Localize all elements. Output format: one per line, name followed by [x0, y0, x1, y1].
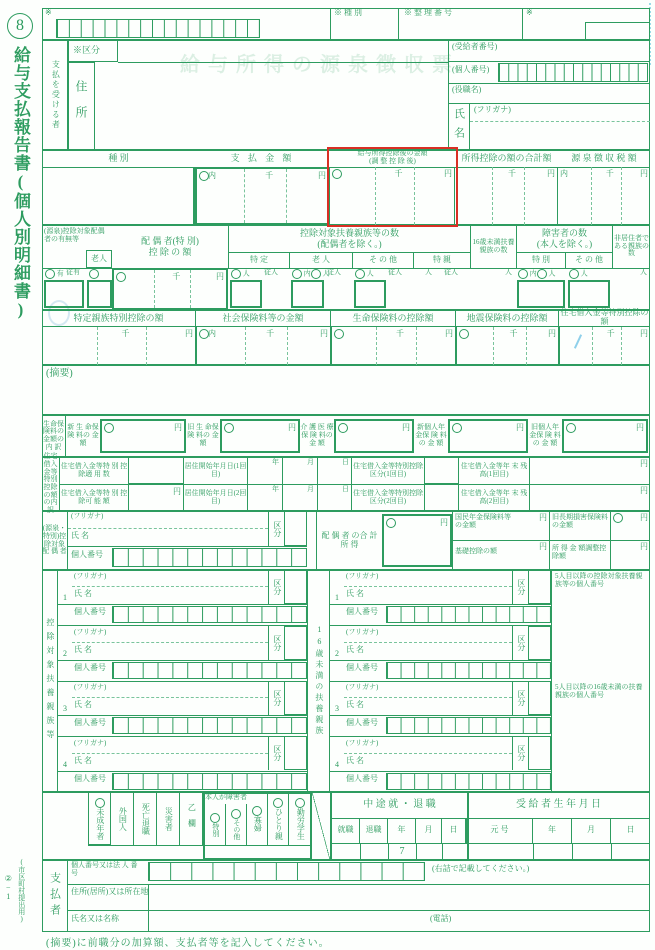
recipient-line1: [448, 61, 650, 62]
housing-r1b: 居住開始年月日(1回目): [184, 461, 247, 478]
housing-r1-nen: 年: [272, 458, 279, 466]
dependents-count-header: [228, 225, 470, 252]
recipient-kojin-boxes: [498, 63, 648, 82]
birth-gengo: 元 号: [467, 818, 533, 843]
address-area: [95, 62, 448, 150]
chosei-label: 所 得 金 額調整控除額: [552, 544, 607, 560]
hikyoju-nin-label: 人: [640, 268, 647, 276]
form-number: 8: [16, 17, 24, 34]
tekiyo-label: (摘要): [46, 368, 73, 379]
money-h3-line1: 給与所得控除後の金額: [357, 148, 428, 157]
jukyusha-label: (受給者番号): [452, 42, 498, 51]
row3-v4: 千 円: [455, 326, 558, 365]
yen-label: 円: [640, 169, 648, 178]
yen-label: 円: [547, 169, 555, 178]
juyu-label: 従有: [66, 268, 80, 276]
row3-v1: 千 円: [42, 326, 195, 365]
tekiyo-block: [42, 365, 650, 415]
r2-nen-line: [247, 484, 248, 511]
payer-bango-label: 個人番号又は法 人 番 号: [71, 861, 138, 877]
rojin-box: [87, 280, 112, 308]
shimei-label: 氏名: [448, 103, 470, 150]
birth-title: 受 給 者 生 年 月 日: [516, 799, 601, 811]
footer-note: (摘要)に前職分の加算額、支払者等を記入してください。: [46, 938, 330, 949]
kojin-label: (個人番号): [452, 65, 490, 74]
shogai-son-label: 人: [569, 269, 588, 279]
uchi-label: 内: [208, 171, 216, 180]
top-seiri-label: ※ 整 理 番 号: [404, 8, 452, 17]
spouse-deduction-value: 千 円: [112, 268, 228, 310]
shogai-tok-label: 内 人: [518, 269, 556, 279]
top-code-boxes: [56, 19, 260, 38]
page-code: ②−1: [3, 874, 13, 901]
top-divider2: [398, 8, 399, 40]
spouse-gokei-box: 円: [382, 514, 452, 567]
housing-r2a-box: 円: [128, 484, 184, 511]
housing-r2c-box: [424, 484, 459, 511]
money-v1: [42, 167, 195, 225]
rojin-mark: [89, 269, 99, 279]
field-mark-icon: [334, 329, 344, 339]
highlight-red-box: [327, 147, 458, 227]
mid-career-title: 中 途 就 ・ 退 職: [363, 799, 436, 811]
spouse-furigana-line: [68, 528, 268, 529]
housing-r2-tsuki: 月: [307, 485, 314, 493]
field-mark-icon: [566, 423, 576, 433]
kiso-value: 円: [539, 542, 547, 551]
flag-disabled-other: その他: [226, 804, 247, 845]
money-h5: 源 泉 徴 収 税 額: [571, 153, 637, 164]
money-h1: 種 別: [108, 153, 129, 164]
mid-hi: 日: [442, 818, 467, 843]
housing-r1c: 住宅借入金等特別控除区分(1回目): [351, 457, 424, 484]
shogai-line2: (本人を除く。): [536, 238, 593, 249]
kyuchoki-label: 旧長期損害保険料の金額: [552, 513, 608, 529]
money-h4: 所得控除の額の合計額: [461, 153, 552, 164]
flag-minor: 未成年者: [88, 792, 111, 845]
top-shubetsu-label: ※ 種 別: [334, 8, 362, 17]
row3-h2: 社会保険料等の金額: [195, 310, 330, 326]
field-mark-icon: [613, 513, 623, 523]
birth-tsuki: 月: [572, 818, 611, 843]
housing-side-label: 住宅借入金等特別控除の額の内訳: [42, 457, 60, 511]
diagonal-cell: [312, 792, 332, 860]
housing-r1c-box: [424, 457, 459, 484]
r2-hi-line: [317, 484, 318, 511]
dep-kojin-boxes: [112, 606, 307, 623]
top-asterisk-right: ※: [526, 8, 533, 17]
note-over5-dependents: 5人目以降の控除対象扶養親族等の個人番号: [555, 572, 643, 588]
mid-taishoku: 退職: [360, 818, 388, 843]
col-tokutei: 特 定: [228, 252, 290, 268]
spouse-furigana-label: (フリガナ): [71, 512, 104, 520]
row3-v2: 内 千 円: [195, 326, 330, 365]
dependents-right-side-label: 16歳未満の扶養親族: [307, 570, 330, 792]
rojin-nin-label: 内 人: [292, 269, 330, 279]
field-mark-icon: [45, 269, 55, 279]
hikyoju-header: 非居住者である親族の数: [612, 225, 650, 268]
top-divider3: [522, 8, 523, 40]
dep-row-num: 3: [63, 703, 67, 713]
r2-tsuki-line: [282, 484, 283, 511]
spouse-ded-line1: 配 偶 者(特 別): [141, 236, 199, 247]
row3-h1: 特定親族特別控除の額: [73, 312, 164, 323]
field-mark-icon: [459, 329, 469, 339]
spouse-shimei-label: 氏 名: [71, 531, 89, 540]
r1-nen-line: [247, 457, 248, 484]
flag-foreigner: 外国人: [111, 792, 134, 845]
migizume-note: (右詰で記載してください。): [432, 864, 530, 873]
dep-furigana-label: (フリガナ): [74, 572, 107, 580]
spouse-ded-line2: 控 除 の 額: [148, 246, 192, 257]
form-title: 給与支払報告書(個人別明細書): [11, 46, 30, 320]
money-v5-gensen: [558, 167, 650, 225]
tokushin-nin-label: 人: [425, 268, 432, 276]
salary-payment-report-form: 8 給与支払報告書(個人別明細書) (市区町村提出用) ②−1 給与所得の源泉徴収票 ※ ※ 種 別 ※ 整 理 番 号 ※ 支払を受ける者 ※区分 住所 (受給者番号) (個人番号) (役職名) 氏名 (フリガナ) 種 別 支 払 金 額 給与所得控除後の金額 (調 整 控 除 後) 所得控除の額の合計額 源 泉 徴 収 税 額 内 千 円 千 円 千 円 内 千 円 (源泉)控除対象配偶者の有無等 老人 配 偶 者(特 別) 控 除 の 額 控除対象扶養親族等の数 (配偶者を除く。) 特 定 老 人 そ の 他 特 親 16歳未満扶養親族の数 障害者の数 (本人を除く。) 特 別 そ の 他 非居住者である親族の数 有 従有 千 円 人 従人 内 人 従人 人 従人 人 従人 人 内 人 人 人 特定親族特別控除の額 社会保険料等の金額 生命保険料の控除額 地震保険料の控除額 住宅借入金等特別控除の額 千 円 内 千 円 千 円 千 円 千 円 (摘要) 生命保険料の金額の内 訳 新 生 命保 険 料の 金 額 円 旧 生 命保 険 料の 金 額 円 介 護 医 療保 険 料の 金 額 円 新個人年金保 険 料の 金 額 円 旧個人年金保 険 料の 金 額 円 住宅借入金等特別控除の額の内訳 住宅借入金等特 別 控 除適 用 数 居住開始年月日(1回目) 年 月 日 住宅借入金等特別控除区分(1回目) 住宅借入金等年 末 残 高(1回目) 円 住宅借入金等特 別 控 除可 能 額 円 居住開始年月日(2回目) 年 月 日 住宅借入金等特別控除区分(2回目) 住宅借入金等年 末 残 高(2回目) 円 (源泉・特別)控除対象配 偶 者 (フリガナ) 氏 名 個人番号 区分 配 偶 者 の合 計 所 得 円 国民年金保険料等の金額 円 基礎控除の額 円 旧長期損害保険料の金額 円 所 得 金 額調整控除額 円 控除対象扶養親族等 16歳未満の扶養親族 5人目以降の控除対象扶養親族等の個人番号 5人目以降の16歳未満の扶養親族の個人番号 1 (フリガナ) 氏 名 個人番号 区分 1 (フリガナ) 氏 名 個人番号 区分 2 (フリガナ) 氏 名 個人番号 区分 2 (フリガナ) 氏 名 個人番号 区分 3 (フリガナ) 氏 名 個人番号 区分 3 (フリガナ) 氏 名 個人番号 区分 4 (フリガナ) 氏 名 個人番号 区分 4 (フリガナ) 氏 名 個人番号 区分 未成年者 外国人 死亡退職 災害者 乙欄 本人が障害者 特別 その他 寡婦 ひとり親 勤労学生 中 途 就 ・ 退 職 就職 退職 年 月 日 7 受 給 者 生 年 月 日 元 号 年 月 日 支払者 個人番号又は法 人 番 号 (右詰で記載してください。) 住所(居所)又は所在地 氏名又は名称 (電話) (摘要)に前職分の加算額、支払者等を記入してください。: [0, 0, 655, 950]
money-v2-shiharai: [195, 167, 330, 225]
dep-count-line2: (配偶者を除く。): [317, 238, 382, 249]
flag-working-student: 勤労学生: [289, 792, 311, 845]
recipient-line3: [448, 103, 650, 104]
housing-r1d-box: 円: [529, 457, 650, 484]
dep-kubun-box: [284, 570, 307, 604]
dep-shimei-label: 氏 名: [74, 589, 92, 598]
field-mark-icon: [116, 272, 126, 282]
housing-r1a-box: [128, 457, 184, 484]
yen-label: 円: [318, 171, 326, 180]
payer-jusho-label: 住所(居所)又は所在地: [71, 887, 149, 896]
rojin-subcell: 老人: [86, 250, 112, 268]
flag-widow: 寡婦: [247, 792, 268, 845]
field-mark-icon: [338, 423, 348, 433]
spouse-gokei-label: 配 偶 者 の合 計 所 得: [316, 511, 382, 570]
field-mark-icon: [386, 518, 396, 528]
r1-hi-line: [317, 457, 318, 484]
field-mark-icon: [224, 423, 234, 433]
shogai-son-box: [568, 280, 610, 308]
col-sonota: そ の 他: [352, 252, 414, 268]
shogai-header: [516, 225, 612, 252]
tokutei-junin-label: 従人: [264, 268, 278, 276]
birth-hi: 日: [626, 825, 635, 835]
flag-single-parent: ひとり親: [268, 792, 289, 845]
flag-disabled-header: 本人が障害者: [205, 793, 247, 802]
recipient-line2: [448, 83, 650, 84]
yu-label: 有: [45, 269, 64, 279]
kokumin-value: 円: [539, 513, 547, 522]
flag-death-retire: 死亡退職: [134, 792, 157, 845]
sonota-junin-label: 従人: [388, 268, 402, 276]
top-asterisk-left: ※: [45, 8, 52, 17]
spouse-side-label: (源泉・特別)控除対象配 偶 者: [42, 511, 68, 570]
spouse-yuumu-label: (源泉)控除対象配偶者の有無等: [44, 227, 105, 243]
housing-r2d: 住宅借入金等年 末 残 高(2回目): [460, 488, 528, 505]
dependents-left-side-label: 控除対象扶養親族等: [42, 570, 58, 792]
col-shogai-tokubetsu: 特 別: [516, 252, 566, 268]
housing-r2-nen: 年: [272, 485, 279, 493]
housing-r1a: 住宅借入金等特 別 控 除適 用 数: [60, 461, 128, 478]
sen-label: 千: [394, 169, 403, 178]
ins-label-4: 新個人年金保 険 料の 金 額: [415, 423, 447, 447]
money-h2: 支 払 金 額: [230, 153, 295, 164]
col-shogai-sonota: そ の 他: [566, 252, 612, 268]
ins-box-5: 円: [562, 419, 648, 453]
spouse-shimei-line: [68, 546, 307, 547]
r1-tsuki-line: [282, 457, 283, 484]
payer-bango-boxes: [148, 862, 425, 881]
sonota-nin-box: [354, 280, 386, 308]
spouse-kubun-box: [284, 511, 307, 546]
uchi-label: 内: [560, 169, 568, 178]
birth-nen: 年: [533, 818, 572, 843]
flag-disabled-special: 特別: [205, 804, 226, 845]
shimei-furigana-line: [470, 121, 650, 122]
chosei-value: 円: [610, 540, 650, 570]
ins-label-5: 旧個人年金保 険 料の 金 額: [529, 423, 561, 447]
note-panel: [551, 570, 650, 792]
mid-shushoku: 就職: [332, 818, 360, 843]
ins-box-3: 円: [334, 419, 414, 453]
ins-label-1: 新 生 命保 険 料の 金 額: [67, 423, 99, 447]
row3-v3: 千 円: [330, 326, 455, 365]
recipient-side-label: 支払を受ける者: [42, 40, 68, 150]
dep-row-num: 4: [63, 759, 67, 769]
yu-box: [44, 280, 84, 308]
mid-tsuki: 月: [416, 818, 442, 843]
shimei-furigana-label: (フリガナ): [474, 105, 511, 114]
yakushoku-label: (役職名): [452, 85, 482, 94]
sen-label: 千: [508, 169, 517, 178]
yen-label: 円: [444, 169, 452, 178]
sen-label: 千: [265, 171, 274, 180]
field-mark-icon: [452, 423, 462, 433]
kubun-label: ※区分: [73, 45, 101, 55]
ins-box-2: 円: [220, 419, 300, 453]
kyuchoki-value: 円: [610, 511, 650, 540]
housing-r1-tsuki: 月: [307, 458, 314, 466]
housing-r2c: 住宅借入金等特別控除区分(2回目): [351, 484, 424, 511]
ins-label-2: 旧 生 命保 険 料の 金 額: [187, 423, 219, 447]
housing-r2-hi: 日: [342, 485, 349, 493]
housing-r1-hi: 日: [342, 458, 349, 466]
flag-disaster: 災害者: [157, 792, 180, 845]
field-mark-icon: [89, 269, 99, 279]
dep-kubun-label: 区分: [268, 570, 284, 604]
col-rojin: 老 人: [290, 252, 352, 268]
shogai-line1: 障害者の数: [541, 228, 587, 239]
sen-label: 千: [605, 169, 614, 178]
kokumin-label: 国民年金保険料等の金額: [455, 513, 511, 529]
housing-r1d: 住宅借入金等年 末 残 高(1回目): [460, 461, 528, 478]
u16-row-num: 1: [335, 592, 339, 602]
tokushin-junin-label: 従人: [444, 268, 458, 276]
shogai-tok-box: [517, 280, 565, 308]
mid-career-year-value: 7: [399, 846, 405, 857]
rojin-junin-label: 従人: [327, 268, 341, 276]
payer-side-label: 支払者: [42, 860, 68, 932]
address-label: 住所: [68, 62, 95, 150]
dep-row-num: 1: [63, 592, 67, 602]
top-right-subline: [585, 22, 650, 40]
watermark: 給与所得の源泉徴収票: [180, 54, 460, 76]
money-v4-gokei: [455, 167, 558, 225]
insurance-side-label: 生命保険料の金額の内 訳: [42, 415, 66, 457]
dep-count-line1: 控除対象扶養親族等の数: [299, 228, 399, 239]
dep-row-num: 2: [63, 648, 67, 658]
housing-r2a: 住宅借入金等特 別 控 除可 能 額: [60, 488, 128, 505]
tokutei-nin-box: [230, 280, 262, 308]
submit-note: (市区町村提出用): [17, 858, 26, 923]
spouse-deduction-header: [112, 225, 228, 268]
money-h3-line2: (調 整 控 除 後): [369, 156, 416, 165]
row3-h5: 住宅借入金等特別控除の額: [558, 310, 650, 326]
row3-h4: 地震保険料の控除額: [455, 310, 558, 326]
u16-header: 16歳未満扶養親族の数: [470, 225, 516, 268]
note-over5-under16: 5人目以降の16歳未満の扶養親族の個人番号: [555, 683, 643, 699]
spouse-kojin-label: 個人番号: [71, 550, 103, 559]
ins-label-3: 介 護 医 療保 険 料の 金 額: [300, 423, 334, 447]
row3-h3: 生命保険料の控除額: [330, 310, 455, 326]
flag-otsuran: 乙欄: [180, 792, 203, 845]
dep-kojin-label: 個人番号: [74, 607, 106, 616]
row3-v5: 千 円: [558, 326, 650, 365]
mid-nen: 年: [388, 818, 416, 843]
flags-value-line: [88, 845, 312, 846]
housing-r2d-box: 円: [529, 484, 650, 511]
ins-box-1: 円: [100, 419, 186, 453]
ins-box-4: 円: [448, 419, 528, 453]
tokutei-nin-label: 人: [231, 269, 250, 279]
field-mark-icon: [104, 423, 114, 433]
housing-r2b: 居住開始年月日(2回目): [184, 488, 247, 505]
spouse-kojin-boxes: [112, 548, 307, 567]
form-number-badge: [7, 13, 33, 39]
u16-nin-label: 人: [505, 268, 512, 276]
payer-meisho-label: 氏名又は名称: [71, 914, 119, 923]
payer-denwa-label: (電話): [430, 914, 452, 923]
kiso-label: 基礎控除の額: [455, 547, 497, 555]
col-tokushin: 特 親: [414, 252, 470, 268]
top-divider1: [330, 8, 331, 40]
spouse-kubun-label: 区分: [268, 511, 284, 546]
field-mark-icon: [95, 798, 105, 808]
sonota-nin-label: 人: [355, 269, 374, 279]
rojin-nin-box: [291, 280, 324, 308]
